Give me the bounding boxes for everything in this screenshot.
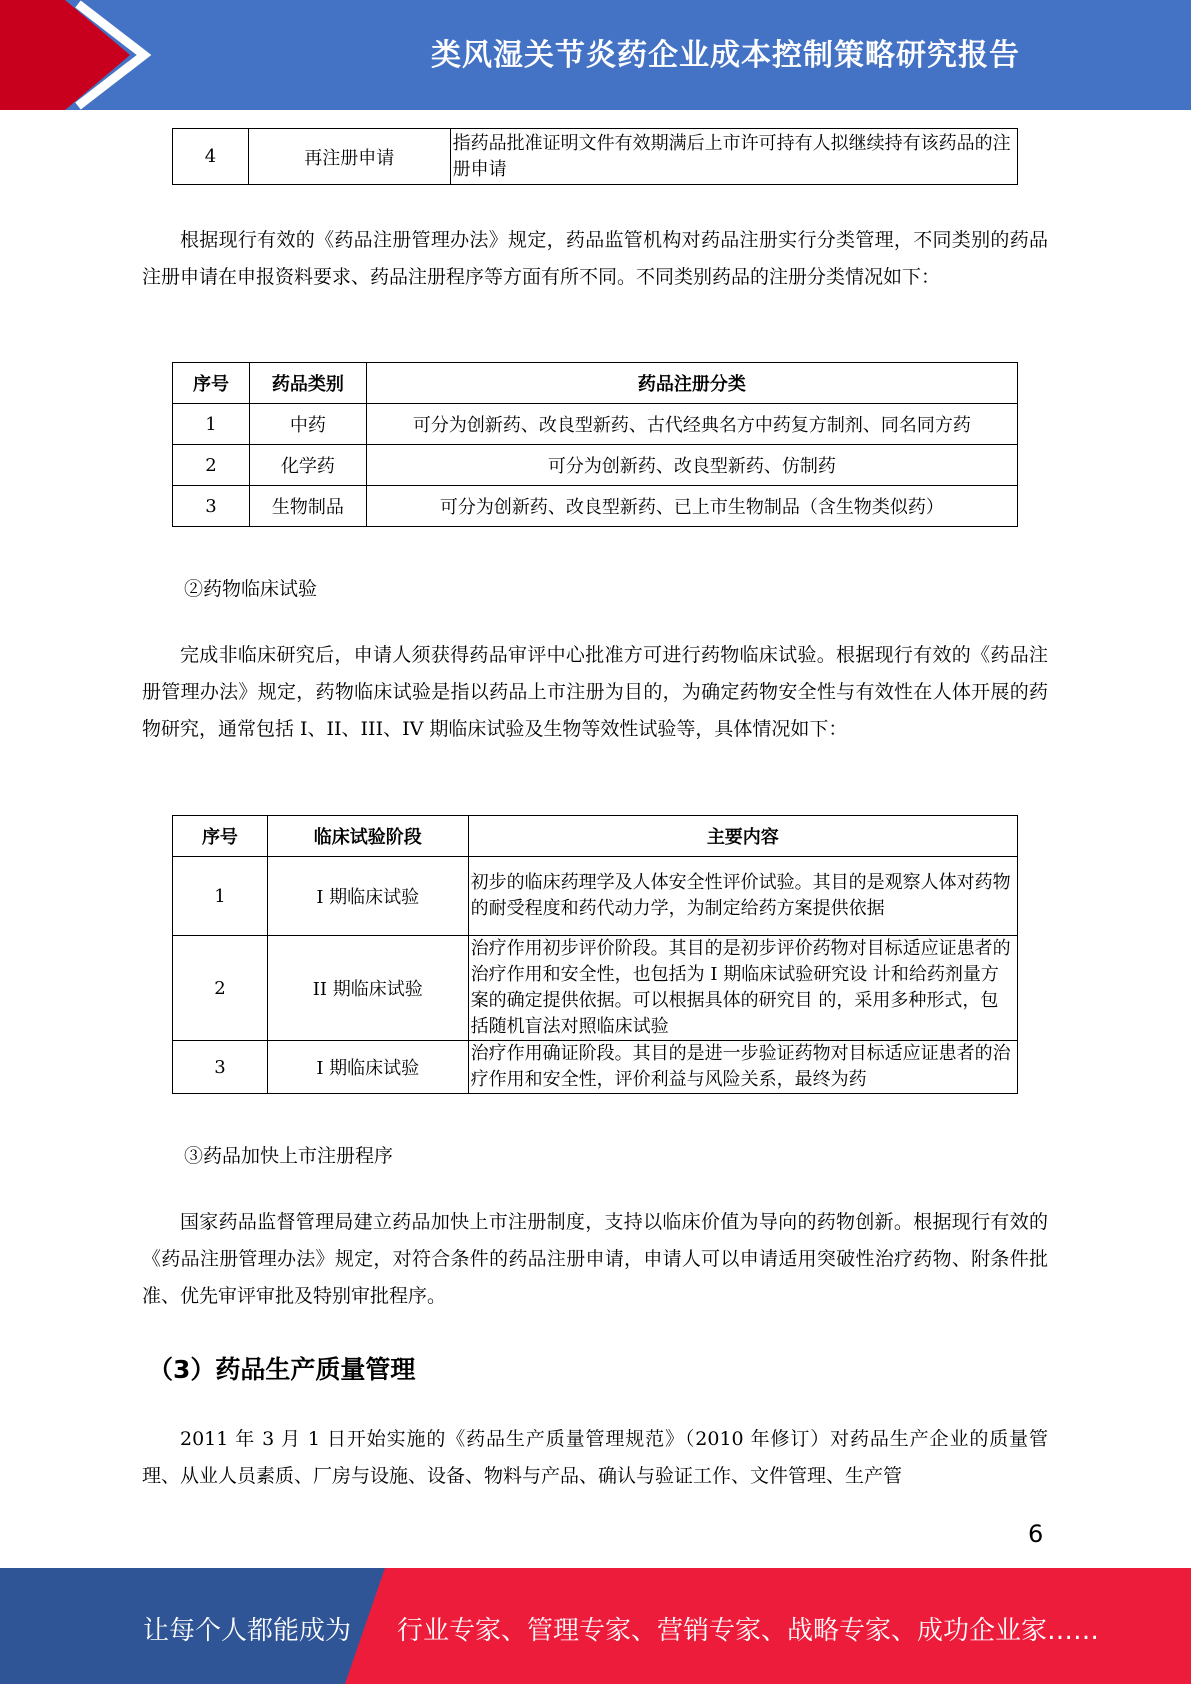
- page-number: 6: [1028, 1520, 1044, 1548]
- table-cell: 化学药: [249, 445, 366, 486]
- column-header: 药品类别: [249, 363, 366, 404]
- clinical-trial-table: [172, 815, 1018, 1094]
- section-heading-production-quality: （3）药品生产质量管理: [148, 1355, 416, 1384]
- paragraph-accelerated-registration: 国家药品监督管理局建立药品加快上市注册制度，支持以临床价值为导向的药物创新。根据现行有效的《药品注册管理办法》规定，对符合条件的药品注册申请，申请人可以申请适用突破性治疗药物、附条件批准、优先审评审批及特别审批程序。: [142, 1211, 1048, 1307]
- table-cell-desc: 指药品批准证明文件有效期满后上市许可持有人拟继续持有该药品的注册申请: [450, 129, 1017, 185]
- report-title: 类风湿关节炎药企业成本控制策略研究报告: [431, 38, 1020, 73]
- table-cell: II 期临床试验: [267, 936, 468, 1041]
- table-cell: 中药: [249, 404, 366, 445]
- paragraph-registration-classification: 根据现行有效的《药品注册管理办法》规定，药品监管机构对药品注册实行分类管理，不同类别的药品注册申请在申报资料要求、药品注册程序等方面有所不同。不同类别药品的注册分类情况如下：: [142, 229, 1048, 288]
- table-cell: 2: [173, 445, 250, 486]
- table-cell: 2: [173, 936, 268, 1041]
- column-header: 临床试验阶段: [267, 816, 468, 857]
- registration-type-table-continued: [172, 128, 1018, 185]
- table-cell: 可分为创新药、改良型新药、已上市生物制品（含生物类似药）: [366, 486, 1017, 527]
- footer-slogan-left: 让每个人都能成为: [143, 1616, 352, 1646]
- footer-slogan-right: 行业专家、管理专家、营销专家、战略专家、成功企业家……: [397, 1616, 1100, 1646]
- table-row: [173, 936, 1018, 1041]
- column-header: 序号: [173, 816, 268, 857]
- table-cell-no: 4: [173, 129, 249, 185]
- table-cell: 治疗作用确证阶段。其目的是进一步验证药物对目标适应证患者的治疗作用和安全性，评价利益与风险关系，最终为药: [468, 1041, 1017, 1094]
- table-row: [173, 445, 1018, 486]
- paragraph-gmp: 2011 年 3 月 1 日开始实施的《药品生产质量管理规范》（2010 年修订）对药品生产企业的质量管理、从业人员素质、厂房与设施、设备、物料与产品、确认与验证工作、文件管理、生产管: [142, 1428, 1048, 1487]
- drug-registration-table: [172, 362, 1018, 527]
- column-header: 主要内容: [468, 816, 1017, 857]
- table-cell: I 期临床试验: [267, 857, 468, 936]
- table-row: [173, 1041, 1018, 1094]
- table-cell: 初步的临床药理学及人体安全性评价试验。其目的是观察人体对药物的耐受程度和药代动力学，为制定给药方案提供依据: [468, 857, 1017, 936]
- table-row: [173, 486, 1018, 527]
- page-footer: [0, 1568, 1191, 1684]
- paragraph-clinical-trials: 完成非临床研究后，申请人须获得药品审评中心批准方可进行药物临床试验。根据现行有效的《药品注册管理办法》规定，药物临床试验是指以药品上市注册为目的，为确定药物安全性与有效性在人体开展的药物研究，通常包括 I、II、III、IV 期临床试验及生物等效性试验等，具体情况如下：: [142, 644, 1048, 740]
- column-header: 序号: [173, 363, 250, 404]
- table-header-row: [173, 363, 1018, 404]
- table-row: [173, 129, 1018, 185]
- table-cell: 治疗作用初步评价阶段。其目的是初步评价药物对目标适应证患者的治疗作用和安全性，也包括为 I 期临床试验研究设 计和给药剂量方案的确定提供依据。可以根据具体的研究目 的，采用多种形式，包括随机盲法对照临床试验: [468, 936, 1017, 1041]
- table-row: [173, 857, 1018, 936]
- table-cell: 可分为创新药、改良型新药、古代经典名方中药复方制剂、同名同方药: [366, 404, 1017, 445]
- table-cell: 可分为创新药、改良型新药、仿制药: [366, 445, 1017, 486]
- table-cell: 生物制品: [249, 486, 366, 527]
- subsection-accelerated-registration: ③药品加快上市注册程序: [184, 1145, 394, 1167]
- table-row: [173, 404, 1018, 445]
- page-header: [0, 0, 1191, 110]
- table-cell: 3: [173, 1041, 268, 1094]
- table-cell: 3: [173, 486, 250, 527]
- table-cell: 1: [173, 857, 268, 936]
- table-header-row: [173, 816, 1018, 857]
- subsection-clinical-trials: ②药物临床试验: [184, 578, 318, 600]
- table-cell: I 期临床试验: [267, 1041, 468, 1094]
- table-cell: 1: [173, 404, 250, 445]
- table-cell-name: 再注册申请: [248, 129, 450, 185]
- column-header: 药品注册分类: [366, 363, 1017, 404]
